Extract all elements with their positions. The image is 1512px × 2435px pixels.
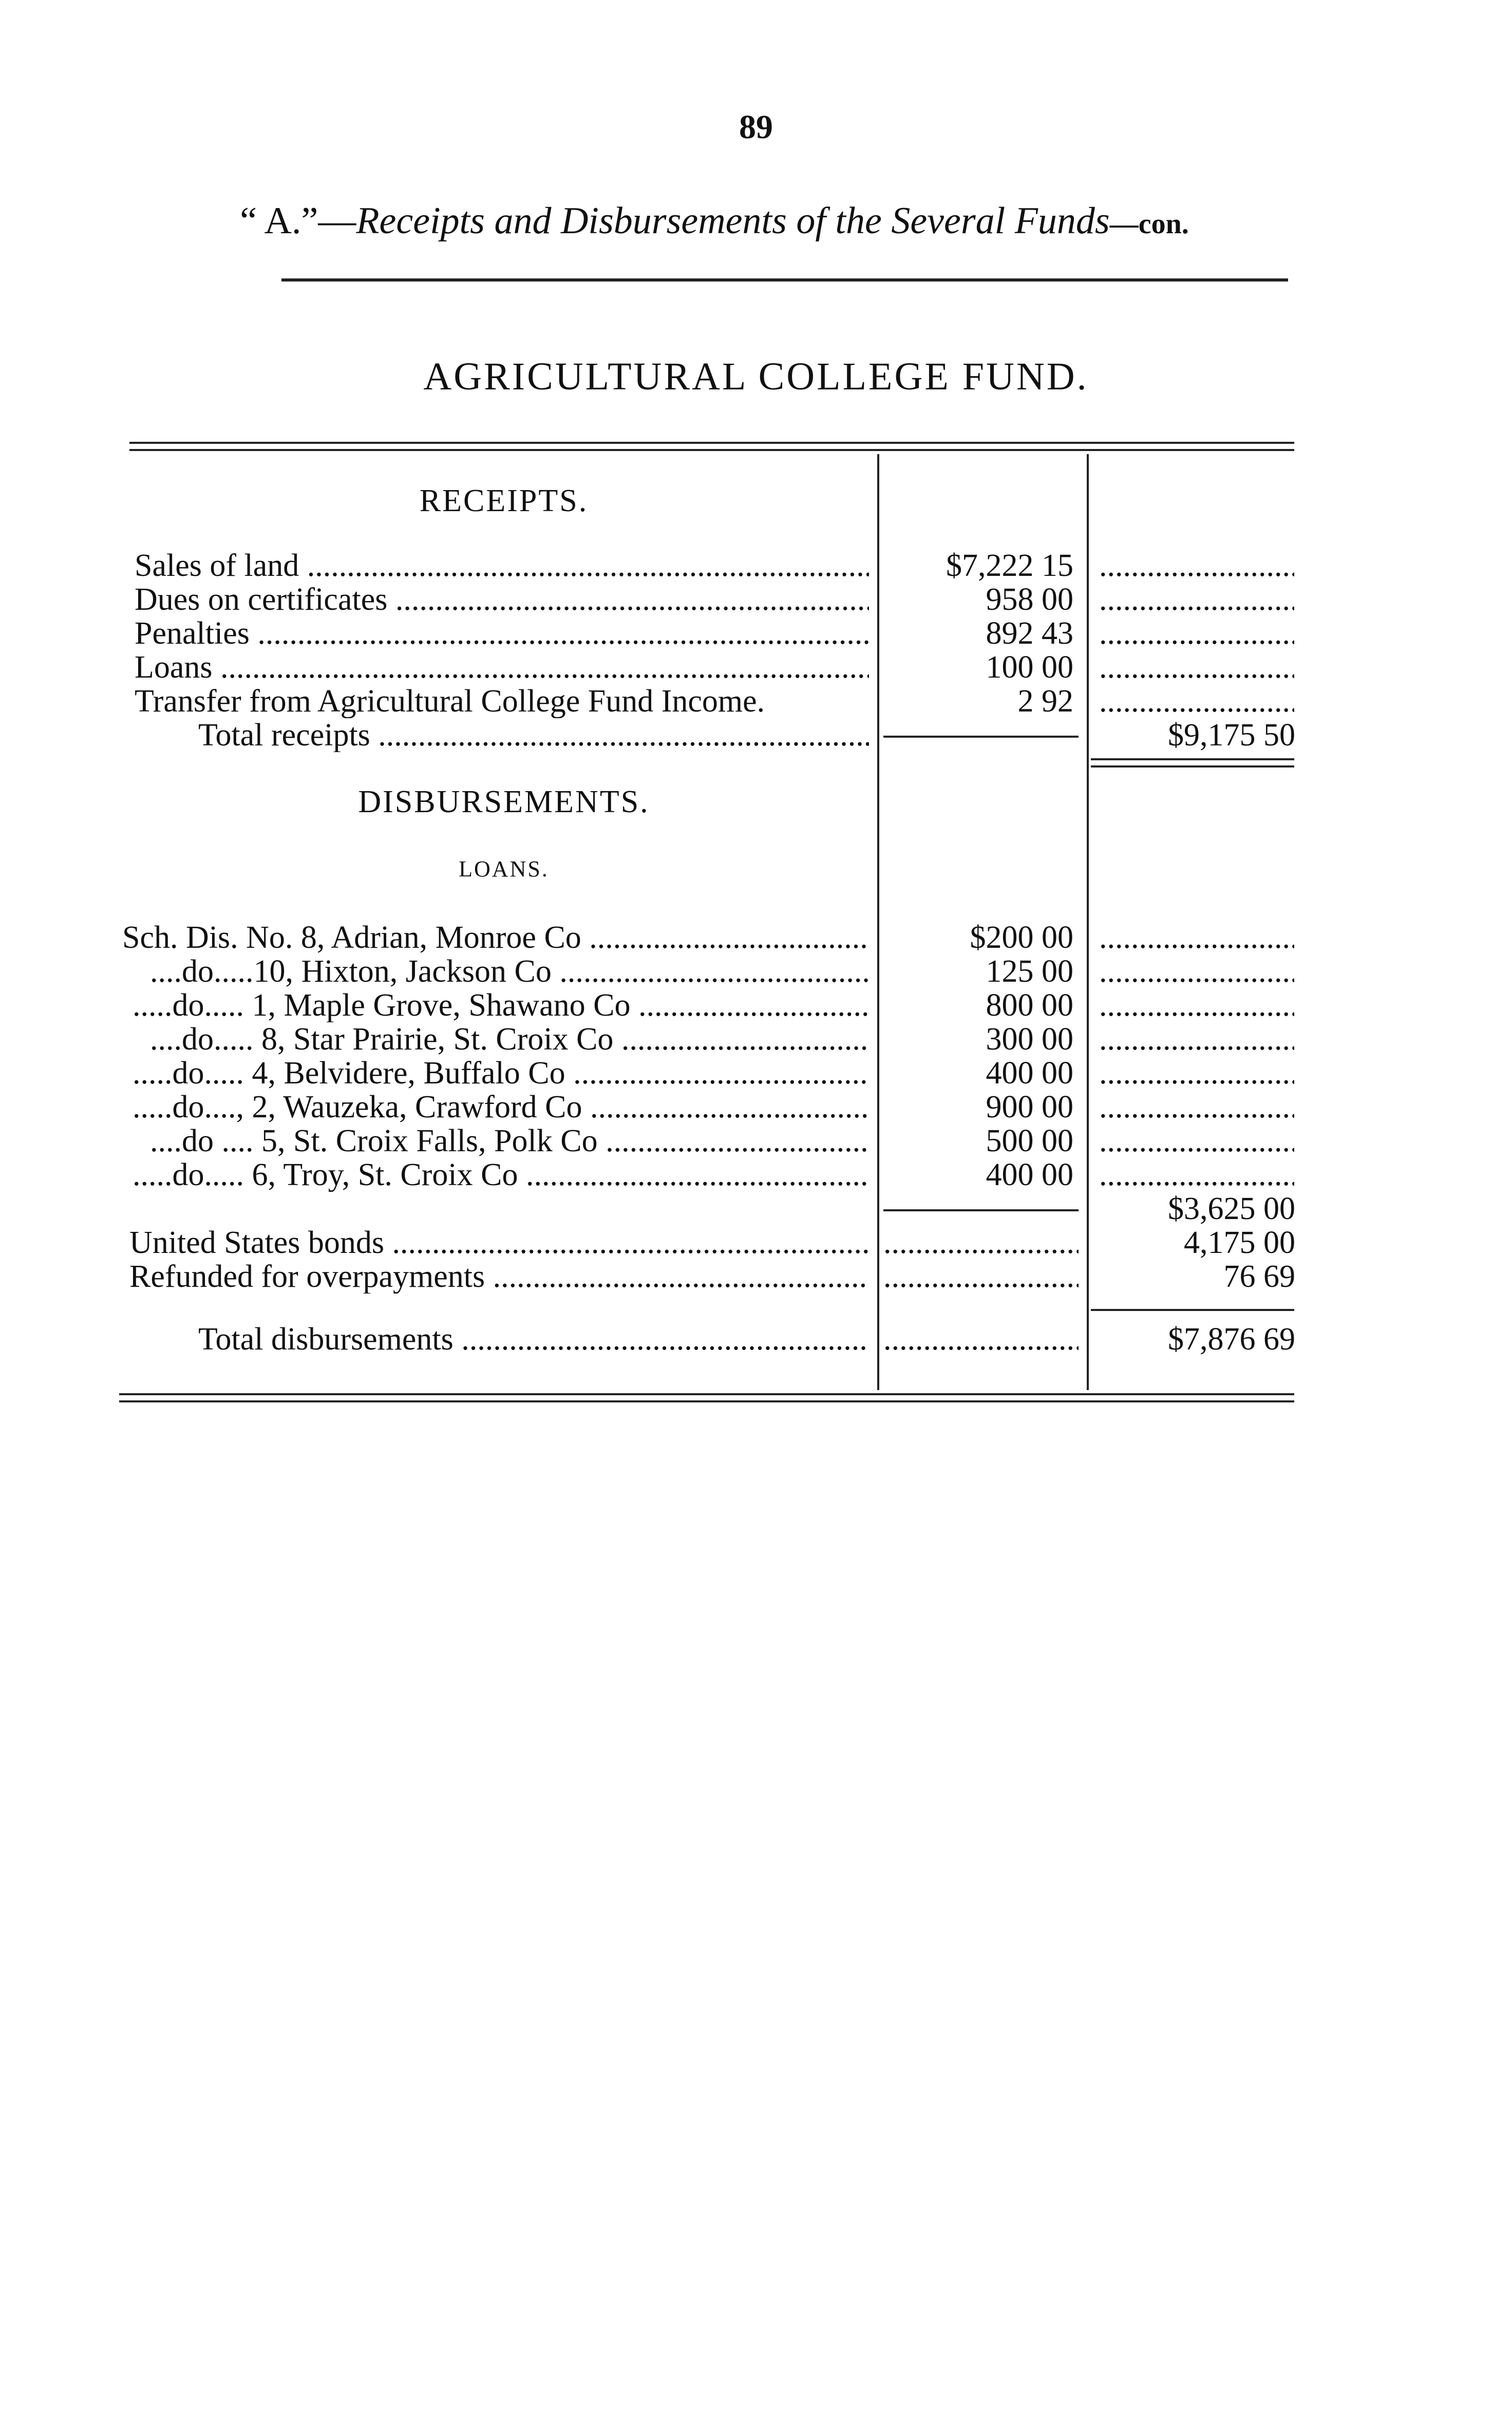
loans-heading: LOANS. [459,856,549,882]
disbursements-sum-rule [1091,1309,1294,1311]
loans-total: $3,625 00 [1168,1191,1295,1226]
disbursements-total: $7,876 69 [1168,1322,1295,1357]
leader-dots [883,1260,1079,1294]
loan-amount: 300 00 [986,1022,1073,1057]
disbursement-row [0,1260,1512,1294]
leader-dots [1099,954,1294,988]
receipts-total: $9,175 50 [1168,718,1295,753]
disbursement-amount: 4,175 00 [1184,1225,1295,1260]
leader-dots [1099,988,1294,1022]
receipt-row [0,684,1512,718]
receipt-row [0,549,1512,583]
receipt-row [0,650,1512,684]
receipts-total-label: Total receipts ..... [198,718,869,752]
receipt-amount: 2 92 [1017,684,1073,719]
table-bottom-rule [119,1393,1294,1397]
receipts-heading: RECEIPTS. [419,483,589,518]
running-head-prefix: “ A.”— [240,200,356,242]
loan-amount: 125 00 [986,954,1073,989]
loan-amount: 900 00 [986,1090,1073,1125]
receipt-label: Dues on certificates ..... [135,583,869,616]
receipts-total-row [0,718,1512,752]
disbursements-total-row [0,1322,1512,1356]
loan-label: .....do...., 2, Wauzeka, Crawford Co ..... [133,1090,869,1124]
receipt-label: Penalties ..... [135,616,869,650]
receipts-total-rule [1091,758,1294,762]
table-top-rule [129,442,1294,446]
loan-amount: 800 00 [986,988,1073,1023]
receipt-row [0,583,1512,616]
leader-dots [1099,1056,1294,1090]
leader-dots [1099,1158,1294,1192]
receipt-label: Transfer from Agricultural College Fund Income. [135,684,765,718]
loan-row [0,1090,1512,1124]
disbursement-row [0,1226,1512,1260]
loan-amount: 400 00 [986,1056,1073,1091]
running-head-suffix: —con. [1109,208,1189,240]
loan-label: Sch. Dis. No. 8, Adrian, Monroe Co ..... [122,921,869,954]
disbursement-amount: 76 69 [1223,1259,1295,1294]
loans-total-row [0,1192,1512,1226]
fund-title: AGRICULTURAL COLLEGE FUND. [423,355,1089,398]
leader-dots [1099,616,1294,650]
receipt-amount: 958 00 [986,582,1073,617]
receipts-total-rule-2 [1091,765,1294,770]
loan-label: .....do..... 4, Belvidere, Buffalo Co ..... [133,1056,869,1090]
loan-row [0,1124,1512,1158]
disbursement-label: United States bonds ..... [129,1226,869,1260]
leader-dots [883,1322,1079,1356]
disbursements-heading: DISBURSEMENTS. [358,784,650,819]
leader-dots [1099,684,1294,718]
loan-label: ....do .... 5, St. Croix Falls, Polk Co ..... [150,1124,869,1158]
table-top-rule-2 [129,449,1294,453]
disbursement-label: Refunded for overpayments ..... [129,1260,869,1294]
receipt-label: Sales of land ..... [135,549,869,583]
loan-label: ....do.....10, Hixton, Jackson Co ..... [150,954,869,988]
loan-amount: $200 00 [970,920,1073,955]
loan-row [0,954,1512,988]
loan-row [0,988,1512,1022]
loan-row [0,1158,1512,1192]
loan-row [0,921,1512,954]
leader-dots [1099,1022,1294,1056]
loan-amount: 500 00 [986,1123,1073,1158]
loan-amount: 400 00 [986,1157,1073,1192]
leader-dots [1099,650,1294,684]
loan-label: .....do..... 6, Troy, St. Croix Co ..... [133,1158,869,1192]
leader-dots [1099,1124,1294,1158]
loan-row [0,1056,1512,1090]
running-head-title: Receipts and Disbursements of the Several Funds [356,200,1110,242]
receipt-amount: $7,222 15 [946,548,1073,583]
receipt-amount: 892 43 [986,616,1073,651]
receipt-amount: 100 00 [986,650,1073,685]
leader-dots [1099,921,1294,954]
page-number: 89 [739,108,773,146]
leader-dots [1099,1090,1294,1124]
leader-dots [1099,583,1294,616]
header-rule [281,278,1288,282]
receipt-row [0,616,1512,650]
disbursements-total-label: Total disbursements ..... [198,1322,869,1356]
leader-dots [1099,549,1294,583]
table-bottom-rule-2 [119,1400,1294,1404]
running-head [135,199,1294,243]
loan-label: ....do..... 8, Star Prairie, St. Croix Co ..... [150,1022,869,1056]
leader-dots [883,1226,1079,1260]
loan-label: .....do..... 1, Maple Grove, Shawano Co ..... [133,988,869,1022]
loan-row [0,1022,1512,1056]
receipt-label: Loans ..... [135,650,869,684]
